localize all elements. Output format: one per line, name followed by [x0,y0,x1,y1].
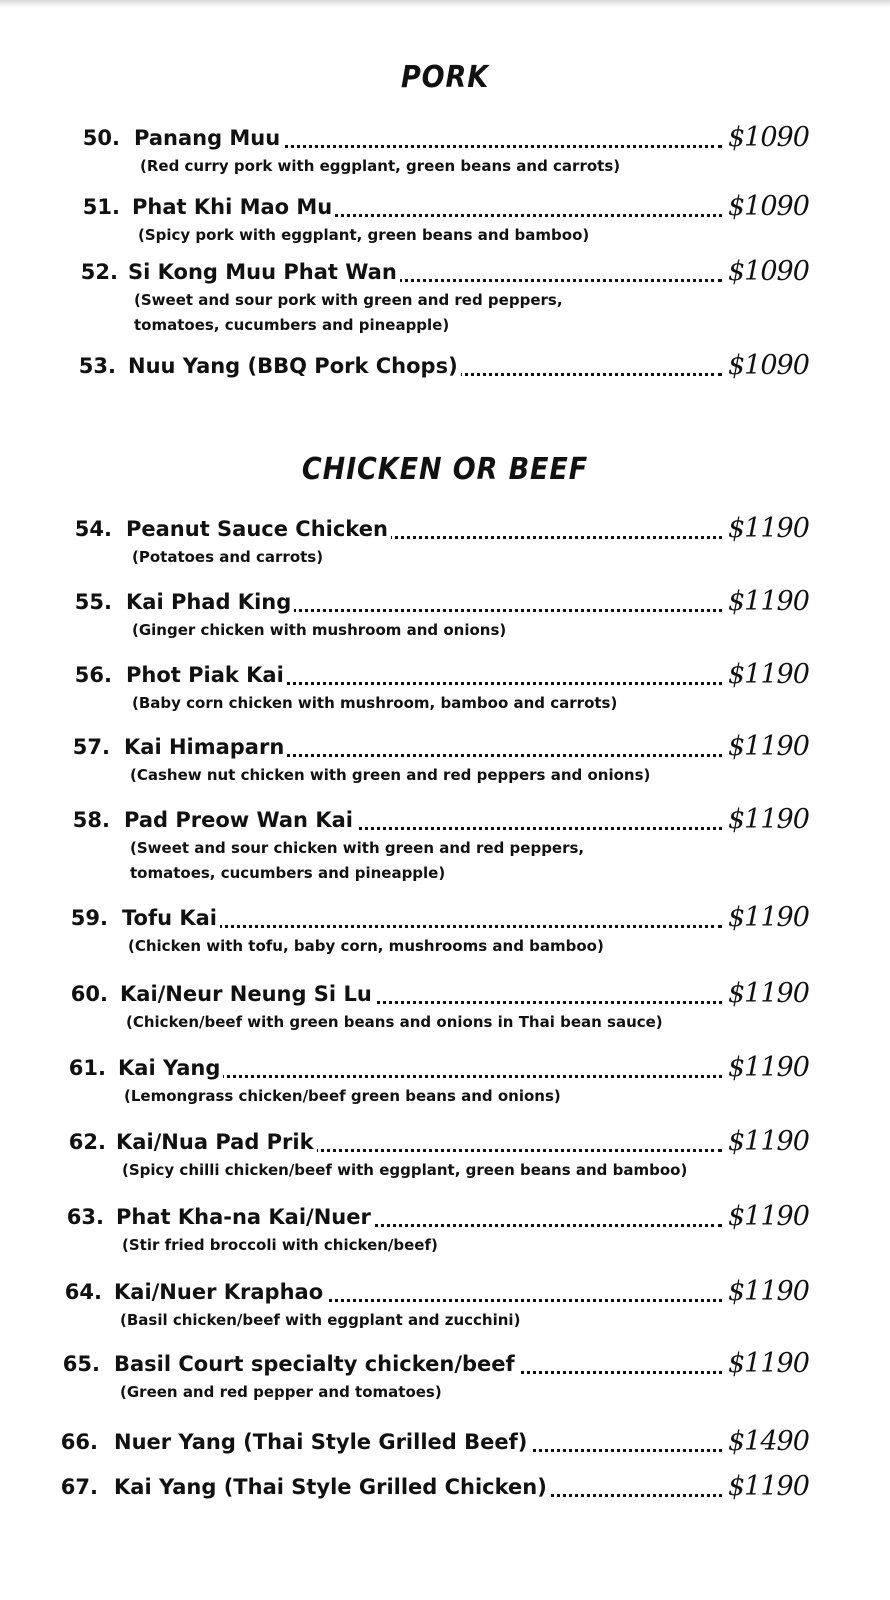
item-name-line [126,517,722,545]
item-number: 55. [74,590,112,614]
item-description: (Spicy pork with eggplant, green beans and bamboo) [138,226,590,244]
item-description: tomatoes, cucumbers and pineapple) [130,864,446,882]
item-name: Kai Yang [118,1056,223,1080]
item-description: (Sweet and sour chicken with green and red peppers, [130,839,585,857]
item-number: 64. [64,1280,102,1304]
item-number: 66. [60,1430,98,1454]
item-description: (Cashew nut chicken with green and red peppers and onions) [130,766,651,784]
item-description: (Sweet and sour pork with green and red peppers, [134,291,563,309]
item-name-line [134,126,722,154]
item-price: $1190 [728,978,809,1009]
item-number: 51. [82,195,120,219]
item-description: tomatoes, cucumbers and pineapple) [134,316,450,334]
item-name-line [114,1352,722,1380]
item-name-line [124,735,722,763]
item-name-line [114,1430,722,1458]
item-price: $1190 [728,586,809,617]
item-price: $1190 [728,1348,809,1379]
item-name: Nuer Yang (Thai Style Grilled Beef) [114,1430,530,1454]
item-number: 54. [74,517,112,541]
item-name-line [118,1056,722,1084]
item-description: (Stir fried broccoli with chicken/beef) [122,1236,438,1254]
item-name-line [114,1280,722,1308]
item-description: (Lemongrass chicken/beef green beans and onions) [124,1087,561,1105]
item-description: (Green and red pepper and tomatoes) [120,1383,442,1401]
item-description: (Ginger chicken with mushroom and onions) [132,621,507,639]
item-name: Basil Court specialty chicken/beef [114,1352,518,1376]
item-name-line [116,1130,722,1158]
item-name-line [114,1475,722,1503]
item-name: Tofu Kai [122,906,220,930]
item-price: $1190 [728,659,809,690]
item-number: 50. [82,126,120,150]
item-name: Nuu Yang (BBQ Pork Chops) [128,354,461,378]
item-price: $1090 [728,256,809,287]
item-name-line [132,195,722,223]
item-price: $1190 [728,1201,809,1232]
item-description: (Chicken with tofu, baby corn, mushrooms and bamboo) [128,937,604,955]
item-name: Kai Yang (Thai Style Grilled Chicken) [114,1475,550,1499]
item-price: $1190 [728,731,809,762]
item-name-line [122,906,722,934]
scan-edge [0,0,890,8]
item-price: $1190 [728,1471,809,1502]
item-name: Kai Phad King [126,590,294,614]
item-number: 56. [74,663,112,687]
item-number: 59. [70,906,108,930]
item-price: $1190 [728,1052,809,1083]
item-number: 63. [66,1205,104,1229]
item-price: $1190 [728,902,809,933]
item-number: 65. [62,1352,100,1376]
item-name: Peanut Sauce Chicken [126,517,391,541]
item-name-line [120,982,722,1010]
item-name: Si Kong Muu Phat Wan [128,260,400,284]
item-name-line [128,354,722,382]
item-price: $1090 [728,350,809,381]
item-price: $1190 [728,1276,809,1307]
item-number: 57. [72,735,110,759]
item-number: 60. [70,982,108,1006]
item-description: (Red curry pork with eggplant, green beans and carrots) [140,157,621,175]
item-description: (Chicken/beef with green beans and onions in Thai bean sauce) [126,1013,663,1031]
item-price: $1090 [728,122,809,153]
item-name-line [116,1205,722,1233]
item-name: Phat Khi Mao Mu [132,195,335,219]
item-price: $1190 [728,1126,809,1157]
item-price: $1490 [728,1426,809,1457]
item-name: Kai/Neur Neung Si Lu [120,982,375,1006]
item-price: $1190 [728,804,809,835]
item-number: 67. [60,1475,98,1499]
section-title: CHICKEN OR BEEF [301,452,589,487]
item-description: (Basil chicken/beef with eggplant and zucchini) [120,1311,521,1329]
item-number: 58. [72,808,110,832]
item-description: (Spicy chilli chicken/beef with eggplant, green beans and bamboo) [122,1161,688,1179]
item-number: 62. [68,1130,106,1154]
item-name: Kai/Nuer Kraphao [114,1280,326,1304]
item-name: Panang Muu [134,126,283,150]
item-number: 61. [68,1056,106,1080]
item-name: Phat Kha-na Kai/Nuer [116,1205,374,1229]
item-description: (Baby corn chicken with mushroom, bamboo and carrots) [132,694,618,712]
item-name-line [124,808,722,836]
item-price: $1190 [728,513,809,544]
section-title: PORK [400,60,490,95]
item-number: 53. [78,354,116,378]
item-description: (Potatoes and carrots) [132,548,324,566]
item-price: $1090 [728,191,809,222]
item-name: Pad Preow Wan Kai [124,808,356,832]
item-name: Kai/Nua Pad Prik [116,1130,317,1154]
item-name-line [126,663,722,691]
item-name-line [128,260,722,288]
item-name: Phot Piak Kai [126,663,287,687]
item-name: Kai Himaparn [124,735,287,759]
item-number: 52. [80,260,118,284]
item-name-line [126,590,722,618]
